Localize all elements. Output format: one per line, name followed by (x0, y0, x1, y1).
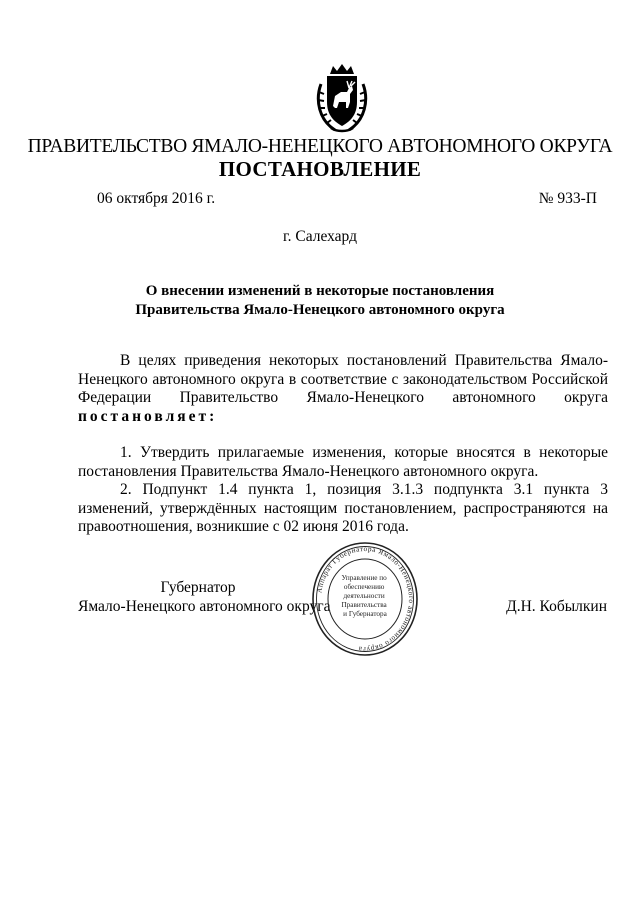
preamble-text: В целях приведения некоторых постановлений Правительства Ямало-Ненецкого автономного округа в соответствие с законодательством Российской Федерации Правительство Ямало-Ненецкого автономного округа (78, 352, 608, 406)
document-body (78, 352, 608, 537)
document-type-title: ПОСТАНОВЛЕНИЕ (218, 157, 422, 181)
official-stamp (310, 540, 420, 658)
stamp-ring-text: Аппарат Губернатора Ямало-Ненецкого автономного округа (315, 544, 416, 654)
signatory-title (78, 578, 331, 616)
decides-word: постановляет: (78, 407, 218, 425)
coat-of-arms-icon (313, 62, 371, 134)
signatory-name: Д.Н. Кобылкин (506, 598, 607, 615)
item-1-paragraph: 1. Утвердить прилагаемые изменения, которые вносятся в некоторые постановления Правительства Ямало-Ненецкого автономного округа. (78, 444, 608, 480)
document-date: 06 октября 2016 г. (97, 190, 216, 207)
document-number: № 933-П (538, 190, 597, 207)
signatory-title-line-1: Губернатор (160, 579, 236, 596)
government-title: ПРАВИТЕЛЬСТВО ЯМАЛО-НЕНЕЦКОГО АВТОНОМНОГО ОКРУГА (27, 136, 613, 157)
subject-line-2: Правительства Ямало-Ненецкого автономного округа (135, 302, 505, 318)
document-city: г. Салехард (283, 228, 357, 245)
subject-line-1: О внесении изменений в некоторые постановления (145, 283, 495, 299)
document-subject (0, 282, 640, 320)
signatory-title-line-2: Ямало-Ненецкого автономного округа (78, 598, 331, 615)
preamble-paragraph (78, 352, 608, 426)
svg-text:Управление по обеспечени: Управление по обеспечению деятельности Правительства и Губернатора (341, 574, 387, 618)
item-2-paragraph: 2. Подпункт 1.4 пункта 1, позиция 3.1.3 подпункта 3.1 пункта 3 изменений, утверждённых настоящим постановлением, распространяются на правоотношения, возникшие с 02 июня 2016 года. (78, 481, 608, 535)
